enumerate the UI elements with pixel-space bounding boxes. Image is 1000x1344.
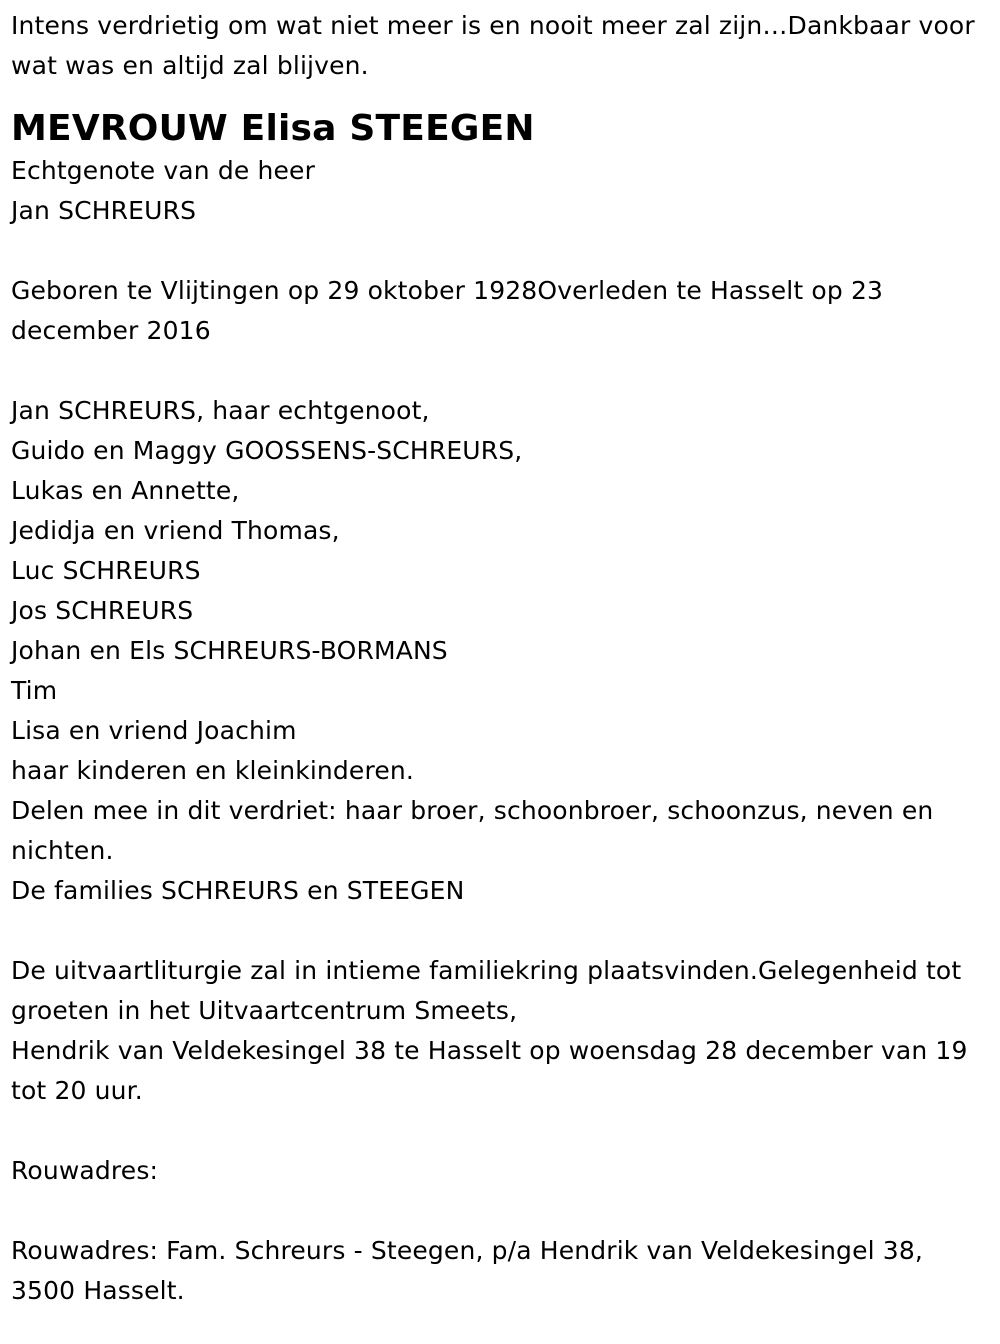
paragraph-gap xyxy=(11,1111,988,1151)
spouse-line: Jan SCHREURS xyxy=(11,196,197,225)
mourning-address: Rouwadres: Fam. Schreurs - Steegen, p/a Hendrik van Veldekesingel 38, 3500 Hasselt. xyxy=(11,1236,924,1305)
family-line: Jos SCHREURS xyxy=(11,596,194,625)
family-line: Johan en Els SCHREURS-BORMANS xyxy=(11,636,448,665)
sharing-text: Delen mee in dit verdriet: haar broer, schoonbroer, schoonzus, neven en nichten. xyxy=(11,796,934,865)
paragraph-gap xyxy=(11,351,988,391)
family-line: Luc SCHREURS xyxy=(11,556,201,585)
address-label: Rouwadres: xyxy=(11,1156,159,1185)
spouse-line: Echtgenote van de heer xyxy=(11,156,315,185)
paragraph-gap xyxy=(11,911,988,951)
family-line: Jan SCHREURS, haar echtgenoot, xyxy=(11,396,430,425)
families-text: De families SCHREURS en STEEGEN xyxy=(11,876,465,905)
intro-text: Intens verdrietig om wat niet meer is en nooit meer zal zijn…Dankbaar voor wat was en altijd zal blijven. xyxy=(11,11,975,80)
spouse-block xyxy=(11,151,988,231)
family-line: Guido en Maggy GOOSSENS-SCHREURS, xyxy=(11,436,523,465)
paragraph-gap xyxy=(11,231,988,271)
family-list xyxy=(11,391,988,791)
family-line: Jedidja en vriend Thomas, xyxy=(11,516,340,545)
family-line: Lukas en Annette, xyxy=(11,476,240,505)
family-line: Lisa en vriend Joachim xyxy=(11,716,297,745)
funeral-text: De uitvaartliturgie zal in intieme familiekring plaatsvinden.Gelegenheid tot groeten in het Uitvaartcentrum Smeets, xyxy=(11,956,962,1025)
deceased-name: MEVROUW Elisa STEEGEN xyxy=(11,108,535,149)
paragraph-gap xyxy=(11,1191,988,1231)
visitation-text: Hendrik van Veldekesingel 38 te Hasselt op woensdag 28 december van 19 tot 20 uur. xyxy=(11,1036,968,1105)
family-line: haar kinderen en kleinkinderen. xyxy=(11,756,414,785)
family-line: Tim xyxy=(11,676,58,705)
birth-death-text: Geboren te Vlijtingen op 29 oktober 1928Overleden te Hasselt op 23 december 2016 xyxy=(11,276,884,345)
